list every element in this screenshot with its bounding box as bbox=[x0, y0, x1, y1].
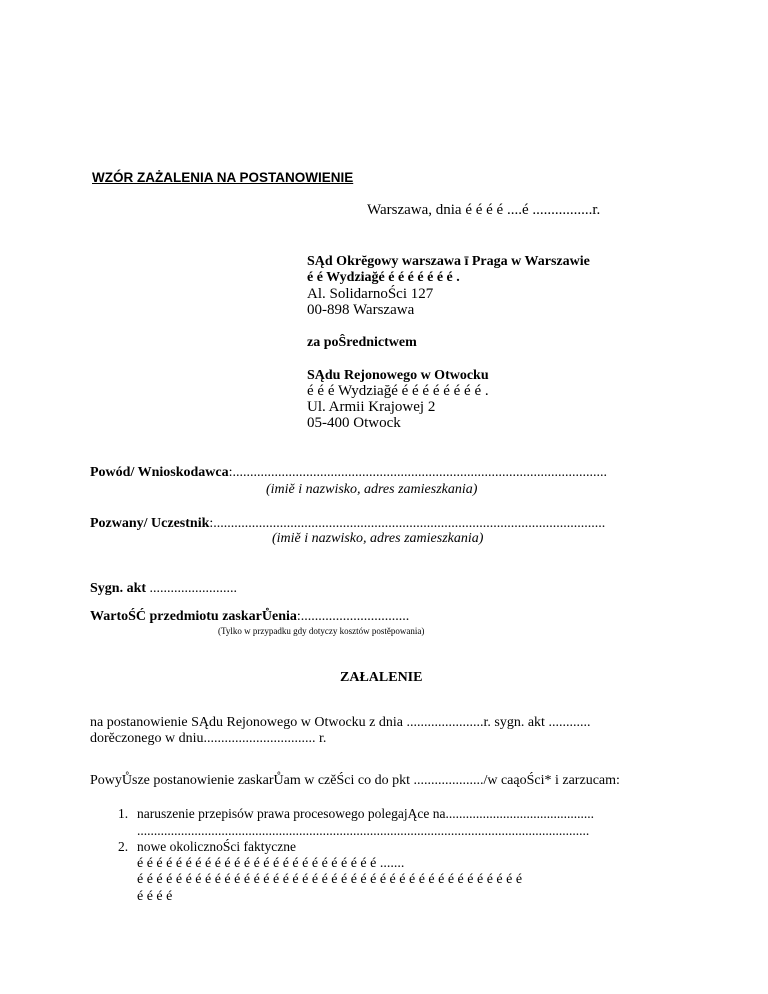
defendant-row bbox=[90, 516, 605, 532]
court2-dept: é é é Wydziağé é é é é é é é é . bbox=[307, 383, 489, 399]
via-label: za poŜrednictwem bbox=[307, 335, 417, 350]
defendant-dots: :................................................................................................................ bbox=[209, 516, 606, 531]
date-line: Warszawa, dnia é é é é ....é ................r. bbox=[367, 202, 601, 218]
list-item-1-line-1: naruszenie przepisów prawa procesowego polegajĄce na............................................ bbox=[137, 806, 594, 821]
list-item-1-number: 1. bbox=[118, 806, 129, 821]
court1-city: 00-898 Warszawa bbox=[307, 302, 415, 318]
list-item-1-line-2: ...................................................................................................................................... bbox=[137, 823, 590, 838]
intro-line-1: na postanowienie SĄdu Rejonowego w Otwocku z dnia ......................r. sygn. akt ............ bbox=[90, 715, 591, 730]
document-heading: WZÓR ZAŻALENIA NA POSTANOWIENIE bbox=[92, 170, 354, 185]
value-row bbox=[90, 609, 409, 625]
court1-name: SĄd Okrĕgowy warszawa ī Praga w Warszawie bbox=[307, 254, 590, 269]
court1-dept: é é Wydziağé é é é é é é é . bbox=[307, 270, 460, 285]
plaintiff-label: Powód/ Wnioskodawca bbox=[90, 465, 229, 480]
intro-line-2: dorĕczonego w dniu................................ r. bbox=[90, 731, 327, 746]
value-note: (Tylko w przypadku gdy dotyczy kosztów postĕpowania) bbox=[218, 626, 425, 636]
list-item-2-line-1: nowe okolicznoŚci faktyczne bbox=[137, 839, 296, 854]
court2-street: Ul. Armii Krajowej 2 bbox=[307, 399, 436, 415]
list-item-2-line-4: é é é é bbox=[137, 889, 173, 904]
defendant-hint: (imiĕ i nazwisko, adres zamieszkania) bbox=[272, 531, 484, 546]
case-number-label: Sygn. akt bbox=[90, 581, 147, 596]
defendant-label: Pozwany/ Uczestnik bbox=[90, 516, 210, 531]
plaintiff-hint: (imiĕ i nazwisko, adres zamieszkania) bbox=[266, 482, 478, 497]
value-label: WartoŚĆ przedmiotu zaskarŮenia bbox=[90, 609, 297, 624]
list-item-2-line-3: é é é é é é é é é é é é é é é é é é é é é é é é é é é é é é é é é é é é é é é é bbox=[137, 872, 523, 887]
list-item-2-line-2: é é é é é é é é é é é é é é é é é é é é é é é é é ....... bbox=[137, 856, 405, 871]
court1-street: Al. SolidarnoŚci 127 bbox=[307, 286, 434, 302]
plaintiff-row bbox=[90, 465, 607, 481]
case-number-dots: ......................... bbox=[146, 581, 238, 596]
plaintiff-dots: :........................................................................................................... bbox=[228, 465, 607, 480]
challenge-line: PowyŮsze postanowienie zaskarŮam w czĕŚci co do pkt ..................../w caąoŚci* i zarzucam: bbox=[90, 773, 620, 788]
court2-name: SĄdu Rejonowego w Otwocku bbox=[307, 368, 489, 383]
value-dots: :............................... bbox=[296, 609, 410, 624]
document-title: ZAŁALENIE bbox=[340, 670, 423, 685]
list-item-2-number: 2. bbox=[118, 839, 129, 854]
case-number-row bbox=[90, 581, 237, 597]
court2-city: 05-400 Otwock bbox=[307, 415, 401, 431]
